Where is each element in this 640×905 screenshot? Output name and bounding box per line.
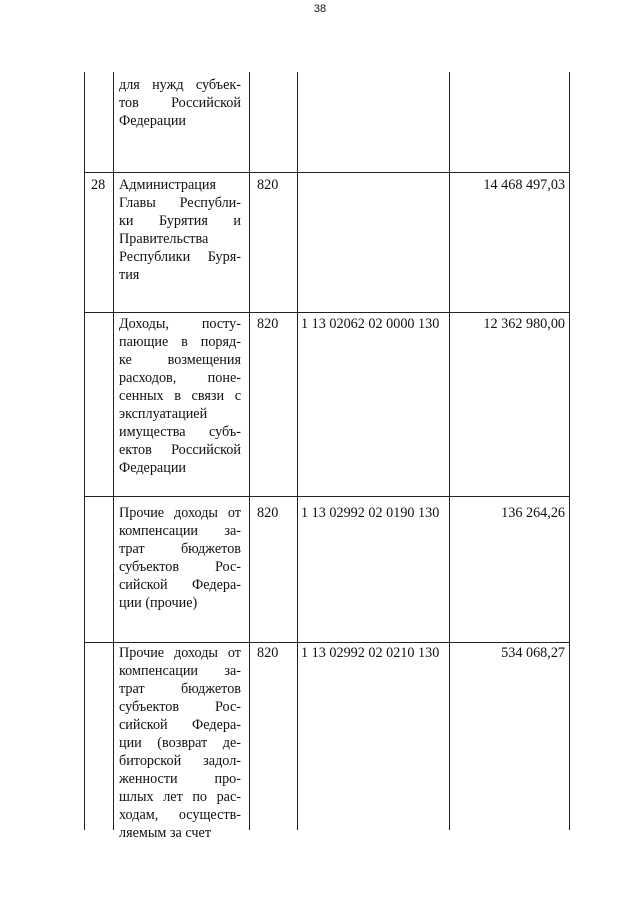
row-name [119, 76, 241, 130]
name-line: расходов, поне- [119, 370, 241, 386]
row-code: 820 [257, 316, 279, 332]
row-amount: 534 068,27 [501, 645, 565, 661]
name-line: компенсации за- [119, 523, 241, 539]
name-line: Республики Буря- [119, 249, 241, 265]
name-line: эксплуатацией [119, 406, 208, 422]
row-kbk: 1 13 02992 02 0210 130 [301, 645, 440, 661]
row-name [119, 176, 241, 284]
name-line: имущества субъ- [119, 424, 241, 440]
column-divider [113, 72, 114, 830]
name-line: пающие в поряд- [119, 334, 241, 350]
name-line: ходам, осуществ- [119, 807, 241, 823]
row-amount: 136 264,26 [501, 505, 565, 521]
row-code: 820 [257, 505, 279, 521]
page-number: 38 [313, 3, 327, 15]
name-line: ции (возврат де- [119, 735, 241, 751]
name-line: ки Бурятия и [119, 213, 241, 229]
column-divider [449, 72, 450, 830]
name-line: женности про- [119, 771, 241, 787]
name-line: для нужд субъек- [119, 77, 241, 93]
column-divider [249, 72, 250, 830]
name-line: сийской Федера- [119, 577, 241, 593]
row-amount: 14 468 497,03 [483, 177, 565, 193]
row-divider [85, 312, 569, 313]
name-line: ляемым за счет [119, 825, 212, 841]
name-line: Федерации [119, 460, 187, 476]
revenue-table [84, 72, 570, 841]
row-divider [85, 172, 569, 173]
name-line: ке возмещения [119, 352, 241, 368]
name-line: ектов Российской [119, 442, 241, 458]
name-line: ции (прочие) [119, 595, 198, 611]
row-name [119, 504, 241, 612]
row-kbk: 1 13 02062 02 0000 130 [301, 316, 440, 332]
row-code: 820 [257, 177, 279, 193]
name-line: Правительства [119, 231, 209, 247]
column-divider [297, 72, 298, 830]
name-line: Главы Республи- [119, 195, 241, 211]
name-line: шлых лет по рас- [119, 789, 241, 805]
row-name [119, 644, 241, 842]
name-line: биторской задол- [119, 753, 241, 769]
name-line: трат бюджетов [119, 681, 241, 697]
name-line: субъектов Рос- [119, 559, 241, 575]
name-line: компенсации за- [119, 663, 241, 679]
name-line: Доходы, посту- [119, 316, 241, 332]
row-code: 820 [257, 645, 279, 661]
name-line: тов Российской [119, 95, 241, 111]
row-divider [85, 496, 569, 497]
name-line: Прочие доходы от [119, 505, 241, 521]
name-line: Федерации [119, 113, 187, 129]
name-line: сийской Федера- [119, 717, 241, 733]
row-amount: 12 362 980,00 [483, 316, 565, 332]
name-line: Администрация [119, 177, 216, 193]
row-kbk: 1 13 02992 02 0190 130 [301, 505, 440, 521]
name-line: тия [119, 267, 140, 283]
row-name [119, 315, 241, 477]
row-number: 28 [91, 177, 106, 193]
name-line: сенных в связи с [119, 388, 241, 404]
name-line: субъектов Рос- [119, 699, 241, 715]
name-line: трат бюджетов [119, 541, 241, 557]
name-line: Прочие доходы от [119, 645, 241, 661]
row-divider [85, 642, 569, 643]
